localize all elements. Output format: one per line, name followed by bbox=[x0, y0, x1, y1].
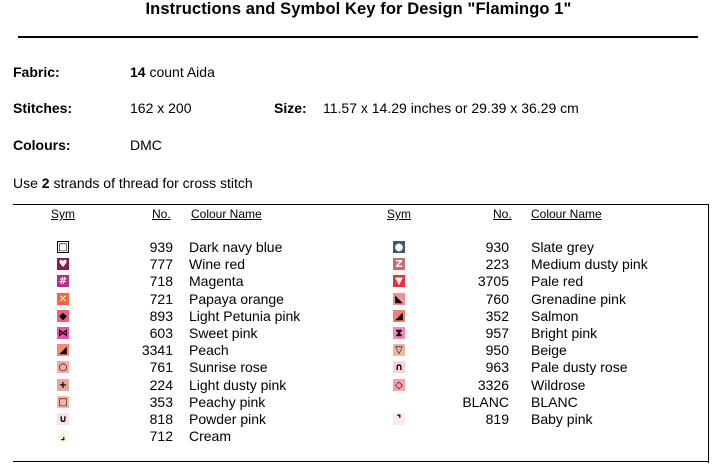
z-icon: Z bbox=[393, 258, 405, 270]
colour-name: Beige bbox=[531, 342, 567, 359]
fabric-type: count Aida bbox=[145, 64, 215, 80]
filled-circle-icon: ● bbox=[394, 242, 404, 253]
colour-number: 957 bbox=[485, 325, 509, 341]
colour-name: Slate grey bbox=[531, 239, 595, 255]
cup-icon: ∪ bbox=[58, 414, 68, 425]
colour-name: Salmon bbox=[531, 307, 579, 324]
note-pre: Use bbox=[13, 175, 42, 191]
colour-name: Bright pink bbox=[531, 325, 598, 341]
colour-number: 603 bbox=[149, 325, 173, 341]
size-label: Size: bbox=[274, 100, 307, 116]
circle-icon: ○ bbox=[58, 362, 68, 374]
open-diamond-icon: ◇ bbox=[393, 379, 405, 391]
left-no-header: No. bbox=[152, 207, 171, 221]
left-name-header: Colour Name bbox=[191, 207, 262, 221]
colour-name: Pale red bbox=[531, 273, 584, 290]
colour-name: Wildrose bbox=[531, 376, 586, 393]
colour-number: 893 bbox=[149, 307, 173, 324]
colour-number: 818 bbox=[149, 411, 173, 427]
cross-icon: ✕ bbox=[58, 293, 68, 305]
open-square-icon: □ bbox=[58, 242, 68, 253]
colour-name: Peachy pink bbox=[189, 393, 266, 410]
size-value: 11.57 x 14.29 inches or 29.39 x 36.29 cm bbox=[323, 100, 579, 116]
note-strands: 2 bbox=[41, 175, 50, 191]
colour-number: 930 bbox=[485, 239, 509, 255]
colour-name: Light dusty pink bbox=[189, 376, 287, 393]
colour-number: 939 bbox=[149, 239, 173, 255]
colour-name: Dark navy blue bbox=[189, 239, 283, 255]
cap-icon: ∩ bbox=[394, 362, 404, 374]
colour-number: 760 bbox=[485, 290, 509, 307]
colour-name: Medium dusty pink bbox=[531, 256, 648, 273]
note-post: strands of thread for cross stitch bbox=[49, 175, 253, 191]
square-icon: □ bbox=[58, 396, 68, 408]
strands-note bbox=[13, 175, 253, 191]
plus-icon: + bbox=[58, 379, 68, 391]
colour-number: 777 bbox=[149, 256, 173, 273]
blank-icon bbox=[393, 396, 405, 408]
colours-label: Colours: bbox=[13, 137, 71, 153]
colour-number: 3705 bbox=[477, 273, 509, 290]
colour-name: Papaya orange bbox=[189, 290, 284, 307]
colour-number: 352 bbox=[485, 307, 509, 324]
left-sym-header: Sym bbox=[51, 207, 75, 221]
stitches-label: Stitches: bbox=[13, 100, 73, 116]
colour-number: 224 bbox=[149, 376, 173, 393]
colour-name: BLANC bbox=[531, 393, 578, 410]
triangle-icon: ◣ bbox=[393, 293, 405, 305]
title-rule bbox=[18, 36, 698, 38]
right-no-header: No. bbox=[493, 207, 512, 221]
colour-name: Wine red bbox=[189, 256, 246, 273]
triangle-icon: ◢ bbox=[393, 310, 405, 322]
stitches-value: 162 x 200 bbox=[130, 100, 192, 116]
colour-number: 963 bbox=[485, 359, 509, 376]
fabric-label: Fabric: bbox=[13, 64, 60, 80]
colour-number: 3326 bbox=[477, 376, 509, 393]
hourglass-icon: ⧗ bbox=[393, 327, 405, 339]
fabric-value bbox=[130, 64, 215, 80]
hash-icon: # bbox=[58, 276, 68, 288]
colour-name: Grenadine pink bbox=[531, 290, 626, 307]
colour-number: 353 bbox=[149, 393, 173, 410]
heart-icon: ♥ bbox=[58, 259, 68, 271]
right-sym-header: Sym bbox=[387, 207, 411, 221]
colour-name: Cream bbox=[189, 428, 232, 445]
colour-name: Sweet pink bbox=[189, 325, 258, 341]
colour-name: Baby pink bbox=[531, 411, 593, 427]
corner-icon: ⌝ bbox=[393, 413, 405, 425]
colour-name: Light Petunia pink bbox=[189, 307, 301, 324]
table-bottom-rule bbox=[13, 461, 708, 462]
colour-name: Peach bbox=[189, 342, 229, 359]
colour-number: 3341 bbox=[141, 342, 173, 359]
corner-icon: ⌟ bbox=[57, 430, 69, 442]
colour-name: Magenta bbox=[189, 273, 244, 290]
diamond-icon: ◆ bbox=[57, 310, 69, 322]
colour-name: Pale dusty rose bbox=[531, 359, 628, 376]
bowtie-icon: ⋈ bbox=[58, 328, 68, 339]
colour-number: 950 bbox=[485, 342, 509, 359]
colour-number: BLANC bbox=[462, 393, 509, 410]
colour-number: 819 bbox=[485, 411, 509, 427]
colour-number: 721 bbox=[149, 290, 173, 307]
colour-name: Powder pink bbox=[189, 411, 267, 427]
colours-value: DMC bbox=[130, 137, 162, 153]
down-triangle-icon: ▼ bbox=[393, 275, 405, 287]
colour-number: 761 bbox=[149, 359, 173, 376]
fabric-count: 14 bbox=[130, 64, 146, 80]
colour-number: 712 bbox=[149, 428, 173, 445]
document-title: Instructions and Symbol Key for Design "Flamingo 1" bbox=[145, 0, 572, 18]
colour-number: 223 bbox=[485, 256, 509, 273]
colour-name: Sunrise rose bbox=[189, 359, 268, 376]
right-name-header: Colour Name bbox=[531, 207, 602, 221]
open-triangle-icon: ▽ bbox=[393, 344, 405, 356]
triangle-icon: ◢ bbox=[57, 344, 69, 356]
colour-number: 718 bbox=[149, 273, 173, 290]
